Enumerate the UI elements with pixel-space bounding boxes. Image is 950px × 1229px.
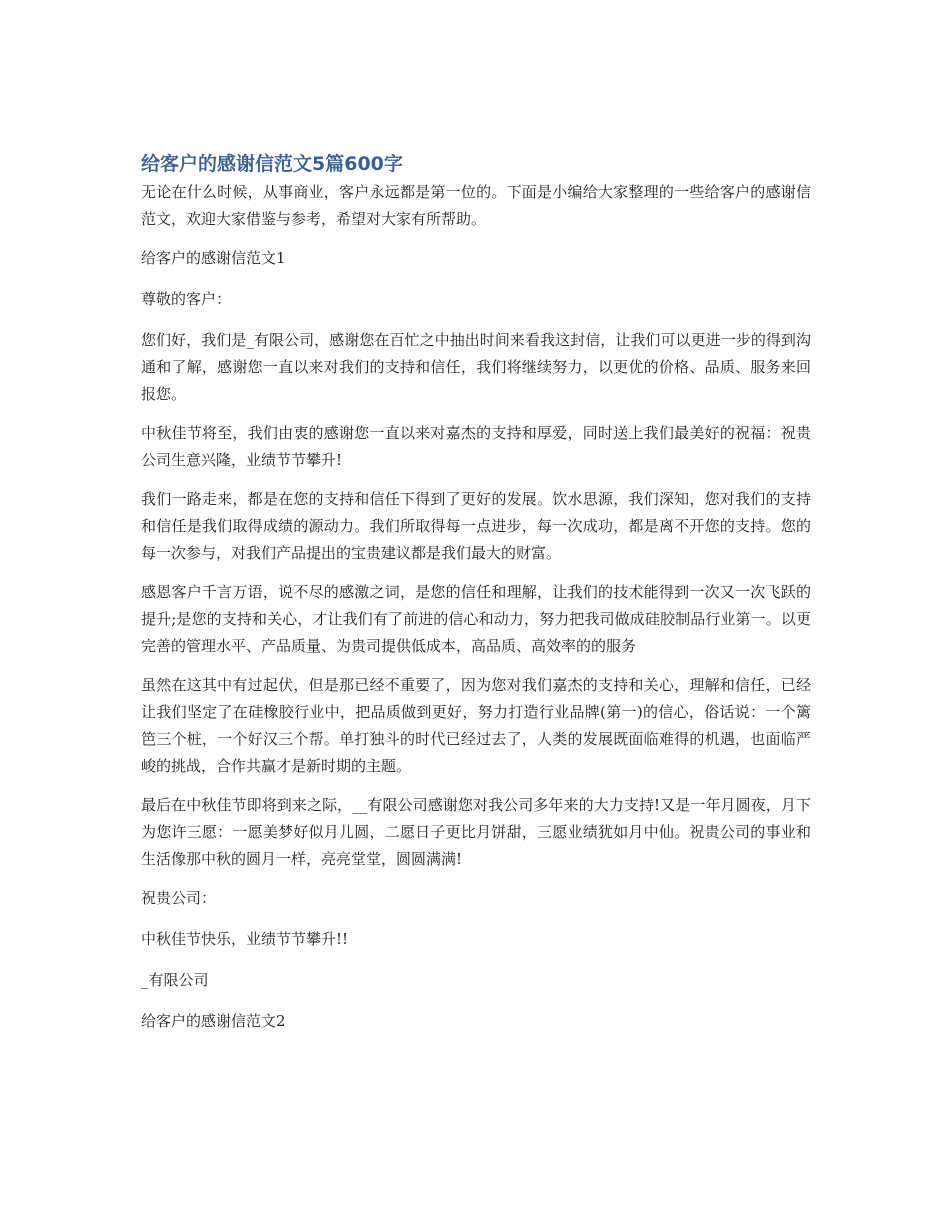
intro-paragraph: 无论在什么时候，从事商业，客户永远都是第一位的。下面是小编给大家整理的一些给客户的感谢信范文，欢迎大家借鉴与参考，希望对大家有所帮助。 — [141, 183, 811, 228]
section-heading-1: 给客户的感谢信范文1 — [141, 249, 286, 267]
body-paragraph: 感恩客户千言万语，说不尽的感激之词，是您的信任和理解，让我们的技术能得到一次又一次飞跃的提升;是您的支持和关心，才让我们有了前进的信心和动力，努力把我司做成硅胶制品行业第一。以更完善的管理水平、产品质量、为贵司提供低成本，高品质、高效率的的服务 — [141, 583, 811, 655]
salutation: 尊敬的客户： — [141, 290, 232, 308]
body-paragraph: 中秋佳节将至，我们由衷的感谢您一直以来对嘉杰的支持和厚爱，同时送上我们最美好的祝福：祝贵公司生意兴隆，业绩节节攀升! — [141, 424, 811, 469]
body-paragraph: 虽然在这其中有过起伏，但是那已经不重要了，因为您对我们嘉杰的支持和关心，理解和信任，已经让我们坚定了在硅橡胶行业中，把品质做到更好，努力打造行业品牌(第一)的信心，俗话说：一个篱笆三个桩，一个好汉三个帮。单打独斗的时代已经过去了，人类的发展既面临难得的机遇，也面临严峻的挑战，合作共赢才是新时期的主题。 — [141, 676, 811, 775]
signature-company: _有限公司 — [141, 971, 209, 989]
closing-salutation: 祝贵公司： — [141, 889, 217, 907]
document-title: 给客户的感谢信范文5篇600字 — [141, 153, 403, 175]
section-heading-2: 给客户的感谢信范文2 — [141, 1012, 286, 1030]
body-paragraph: 您们好，我们是_有限公司，感谢您在百忙之中抽出时间来看我这封信，让我们可以更进一步的得到沟通和了解，感谢您一直以来对我们的支持和信任，我们将继续努力，以更优的价格、品质、服务来回报您。 — [141, 331, 811, 403]
closing-wish: 中秋佳节快乐，业绩节节攀升!! — [141, 930, 349, 948]
document-body — [141, 150, 811, 1049]
body-paragraph: 我们一路走来，都是在您的支持和信任下得到了更好的发展。饮水思源，我们深知，您对我们的支持和信任是我们取得成绩的源动力。我们所取得每一点进步，每一次成功，都是离不开您的支持。您的每一次参与，对我们产品提出的宝贵建议都是我们最大的财富。 — [141, 490, 811, 562]
body-paragraph: 最后在中秋佳节即将到来之际，__有限公司感谢您对我公司多年来的大力支持!又是一年月圆夜，月下为您许三愿：一愿美梦好似月儿圆，二愿日子更比月饼甜，三愿业绩犹如月中仙。祝贵公司的事业和生活像那中秋的圆月一样，亮亮堂堂，圆圆满满! — [141, 796, 811, 868]
